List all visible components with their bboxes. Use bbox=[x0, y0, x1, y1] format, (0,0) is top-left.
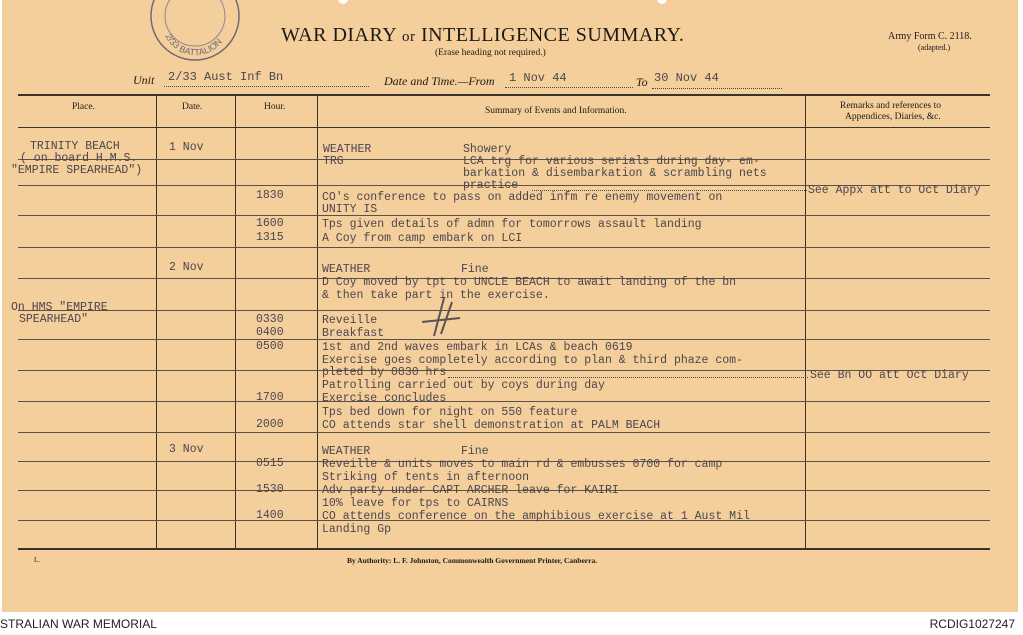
row-4: Tps given details of admn for tomorrows assault landing bbox=[322, 218, 702, 231]
punch-hole-right bbox=[657, 0, 667, 4]
row-20-line-1: CO attends conference on the amphibious exercise at 1 Aust Mil bbox=[322, 510, 750, 523]
date-to-value: 30 Nov 44 bbox=[654, 71, 719, 85]
place-1-line-2: ( on board H.M.S. bbox=[20, 152, 138, 165]
row-16-label: WEATHER bbox=[322, 445, 371, 458]
row-1-label: WEATHER bbox=[323, 143, 372, 156]
row-2-label: TRG bbox=[323, 155, 344, 168]
remark-1: See Appx att to Oct Diary bbox=[808, 184, 981, 197]
col-header-remarks-1: Remarks and references to bbox=[840, 101, 942, 111]
row-17-line-2: Striking of tents in afternoon bbox=[322, 471, 530, 484]
diary-page bbox=[2, 0, 1018, 612]
hour-1700: 1700 bbox=[256, 391, 284, 404]
archive-caption-left: STRALIAN WAR MEMORIAL bbox=[0, 617, 157, 631]
row-17-line-1: Reveille & units moves to main rd & embusses 0700 for camp bbox=[322, 458, 723, 471]
date-2-nov: 2 Nov bbox=[169, 261, 204, 274]
archive-caption-bar bbox=[0, 612, 1023, 635]
date-3-nov: 3 Nov bbox=[169, 443, 204, 456]
battalion-stamp bbox=[148, 0, 244, 64]
row-12: Patrolling carried out by coys during day bbox=[322, 379, 605, 392]
title-intelligence: INTELLIGENCE SUMMARY. bbox=[420, 24, 685, 46]
hour-1315: 1315 bbox=[256, 231, 284, 244]
hour-1830: 1830 bbox=[256, 189, 284, 202]
row-11-line-1: Exercise goes completely according to plan & third phaze com- bbox=[322, 354, 743, 367]
hour-1400: 1400 bbox=[256, 509, 284, 522]
row-2-line-1: LCA trg for various serials during day- em- bbox=[463, 155, 760, 168]
row-2-line-3: practice bbox=[463, 179, 519, 192]
row-19: 10% leave for tps to CAIRNS bbox=[322, 497, 509, 510]
hour-0500: 0500 bbox=[256, 340, 284, 353]
page-title bbox=[281, 24, 684, 47]
date-1-nov: 1 Nov bbox=[169, 141, 204, 154]
pencil-mark bbox=[414, 296, 464, 341]
row-6-text: Fine bbox=[461, 263, 489, 276]
place-1-line-3: "EMPIRE SPEARHEAD") bbox=[11, 164, 143, 177]
unit-value: 2/33 Aust Inf Bn bbox=[168, 70, 284, 84]
date-to-label: To bbox=[636, 75, 648, 89]
row-9: Breakfast bbox=[322, 327, 385, 340]
hour-1530: 1530 bbox=[256, 483, 284, 496]
col-header-summary: Summary of Events and Information. bbox=[485, 106, 627, 116]
unit-label: Unit bbox=[133, 73, 155, 87]
army-form: Army Form C. 2118. bbox=[888, 31, 972, 42]
row-7-line-2: & then take part in the exercise. bbox=[322, 289, 550, 302]
hour-1600: 1600 bbox=[256, 217, 284, 230]
row-16-text: Fine bbox=[461, 445, 489, 458]
place-2-line-2: SPEARHEAD" bbox=[19, 313, 89, 326]
row-7-line-1: D Coy moved by tpt to UNCLE BEACH to await landing of the bn bbox=[322, 276, 737, 289]
hour-0400: 0400 bbox=[256, 326, 284, 339]
row-13: Exercise concludes bbox=[322, 392, 447, 405]
stamp-text: 2/33 BATTALION bbox=[163, 31, 224, 58]
hour-2000: 2000 bbox=[256, 418, 284, 431]
adapted-note: (adapted.) bbox=[918, 43, 951, 52]
col-header-place: Place. bbox=[72, 102, 95, 112]
row-1-text: Showery bbox=[463, 143, 512, 156]
row-5: A Coy from camp embark on LCI bbox=[322, 232, 523, 245]
col-header-date: Date. bbox=[182, 102, 203, 112]
row-3-line-1: CO's conference to pass on added infm re enemy movement on bbox=[322, 191, 723, 204]
row-20-line-2: Landing Gp bbox=[322, 523, 392, 536]
archive-caption-right: RCDIG1027247 bbox=[929, 617, 1015, 631]
row-2-line-2: barkation & disembarkation & scrambling nets bbox=[463, 167, 767, 180]
row-14: Tps bed down for night on 550 feature bbox=[322, 406, 578, 419]
punch-hole-left bbox=[338, 0, 348, 4]
row-18: Adv party under CAPT ARCHER leave for KAIRI bbox=[322, 484, 619, 497]
title-war-diary: WAR DIARY bbox=[281, 24, 397, 46]
date-from-value: 1 Nov 44 bbox=[509, 71, 567, 85]
hour-0330: 0330 bbox=[256, 313, 284, 326]
remark-2: See Bn OO att Oct Diary bbox=[810, 369, 969, 382]
footer-authority: By Authority: L. F. Johnston, Commonwealth Government Printer, Canberra. bbox=[347, 556, 598, 565]
place-2-line-1: On HMS "EMPIRE bbox=[11, 301, 108, 314]
row-11-line-2: pleted by 0830 hrs bbox=[322, 366, 447, 379]
row-15: CO attends star shell demonstration at PALM BEACH bbox=[322, 419, 661, 432]
row-10: 1st and 2nd waves embark in LCAs & beach 0619 bbox=[322, 341, 633, 354]
hour-0515: 0515 bbox=[256, 457, 284, 470]
row-3-line-2: UNITY IS bbox=[322, 203, 378, 216]
date-from-label: Date and Time.—From bbox=[384, 74, 495, 88]
row-6-label: WEATHER bbox=[322, 263, 371, 276]
footer-mark: L. bbox=[34, 556, 41, 564]
title-or: or bbox=[401, 29, 416, 45]
col-header-hour: Hour. bbox=[264, 102, 286, 112]
row-8: Reveille bbox=[322, 314, 378, 327]
col-header-remarks-2: Appendices, Diaries, &c. bbox=[845, 112, 941, 122]
subtitle: (Erase heading not required.) bbox=[435, 48, 546, 58]
place-1-line-1: TRINITY BEACH bbox=[30, 140, 120, 153]
